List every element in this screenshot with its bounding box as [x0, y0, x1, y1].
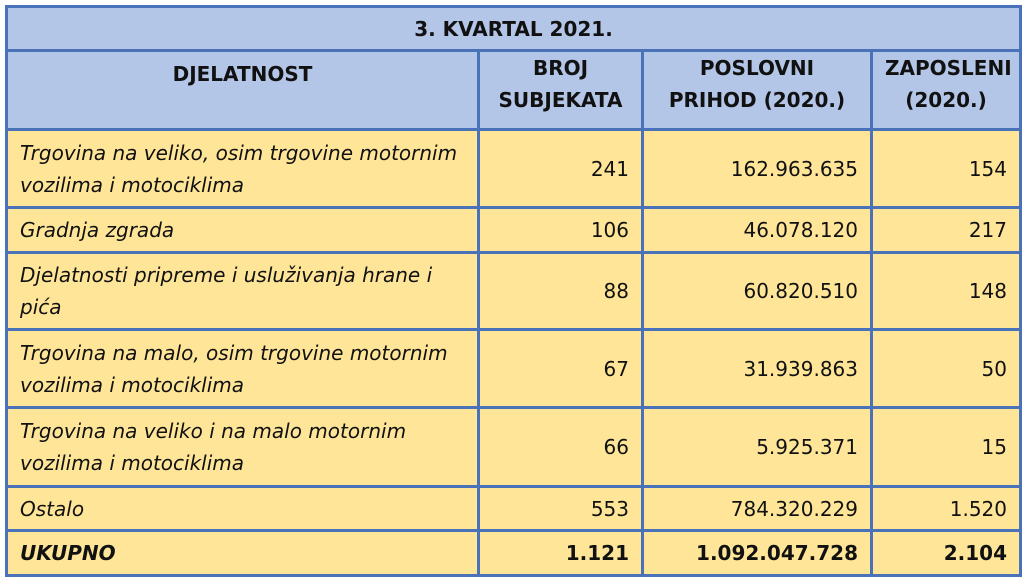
cell-broj-subjekata: 67: [479, 330, 643, 408]
table-title: 3. KVARTAL 2021.: [7, 7, 1021, 51]
cell-zaposleni: 148: [872, 253, 1021, 330]
cell-poslovni-prihod: 5.925.371: [643, 408, 872, 487]
header-djelatnost: [7, 51, 479, 130]
cell-djelatnost: Ostalo: [7, 487, 479, 531]
cell-djelatnost: Trgovina na veliko i na malo motornim vozilima i motociklima: [7, 408, 479, 487]
table-row: [7, 130, 1021, 208]
header-line: SUBJEKATA: [498, 88, 623, 112]
cell-poslovni-prihod: 162.963.635: [643, 130, 872, 208]
cell-broj-subjekata: 88: [479, 253, 643, 330]
cell-zaposleni: 154: [872, 130, 1021, 208]
table-title-row: [7, 7, 1021, 51]
cell-broj-subjekata: 66: [479, 408, 643, 487]
cell-total-broj-subjekata: 1.121: [479, 531, 643, 576]
cell-djelatnost: Gradnja zgrada: [7, 208, 479, 253]
header-zaposleni: [872, 51, 1021, 130]
header-line: BROJ: [532, 56, 589, 80]
table-row: [7, 330, 1021, 408]
header-broj-subjekata: [479, 51, 643, 130]
header-line: (2020.): [905, 88, 987, 112]
cell-poslovni-prihod: 31.939.863: [643, 330, 872, 408]
header-line: PRIHOD (2020.): [668, 88, 846, 112]
cell-poslovni-prihod: 46.078.120: [643, 208, 872, 253]
total-row: [7, 531, 1021, 576]
cell-zaposleni: 1.520: [872, 487, 1021, 531]
cell-zaposleni: 15: [872, 408, 1021, 487]
cell-djelatnost: Trgovina na veliko, osim trgovine motornim vozilima i motociklima: [7, 130, 479, 208]
cell-broj-subjekata: 241: [479, 130, 643, 208]
cell-total-zaposleni: 2.104: [872, 531, 1021, 576]
industry-stats-table: [5, 5, 1022, 577]
header-djelatnost-label: DJELATNOST: [172, 62, 313, 86]
cell-zaposleni: 217: [872, 208, 1021, 253]
cell-broj-subjekata: 553: [479, 487, 643, 531]
cell-djelatnost: Djelatnosti pripreme i usluživanja hrane i pića: [7, 253, 479, 330]
cell-poslovni-prihod: 784.320.229: [643, 487, 872, 531]
header-poslovni-prihod: [643, 51, 872, 130]
cell-broj-subjekata: 106: [479, 208, 643, 253]
cell-poslovni-prihod: 60.820.510: [643, 253, 872, 330]
table-header-row: [7, 51, 1021, 130]
cell-total-label: UKUPNO: [7, 531, 479, 576]
table-row: [7, 487, 1021, 531]
table-row: [7, 408, 1021, 487]
cell-zaposleni: 50: [872, 330, 1021, 408]
cell-total-poslovni-prihod: 1.092.047.728: [643, 531, 872, 576]
table-row: [7, 208, 1021, 253]
cell-djelatnost: Trgovina na malo, osim trgovine motornim vozilima i motociklima: [7, 330, 479, 408]
table-row: [7, 253, 1021, 330]
header-line: POSLOVNI: [699, 56, 815, 80]
header-line: ZAPOSLENI: [885, 56, 1012, 80]
